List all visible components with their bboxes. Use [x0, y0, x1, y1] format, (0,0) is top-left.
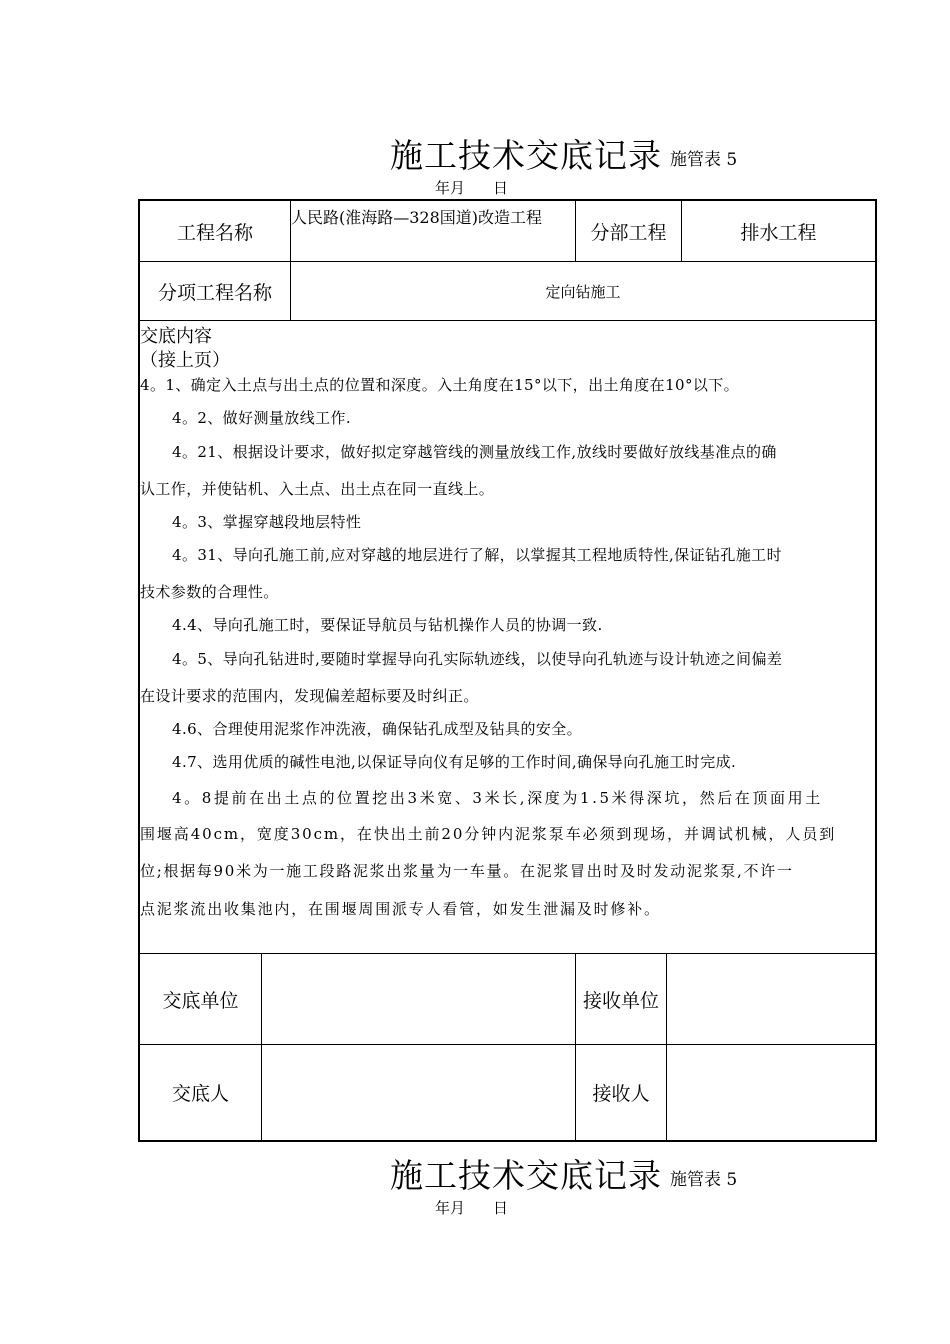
subitem-value: 定向钻施工 — [545, 282, 621, 301]
form-number: 施管表 5 — [670, 150, 738, 170]
content-paragraph: 4。21、根据设计要求，做好拟定穿越管线的测量放线工作,放线时要做好放线基准点的确 — [172, 443, 777, 461]
division-label: 分部工程 — [590, 221, 667, 244]
content-paragraph: 4.6、合理使用泥浆作冲洗液，确保钻孔成型及钻具的安全。 — [172, 720, 583, 738]
division-value: 排水工程 — [740, 221, 817, 244]
content-paragraph: 4。2、做好测量放线工作. — [172, 409, 352, 427]
content-paragraph: 围堰高40cm，宽度30cm，在快出土前20分钟内泥浆泵车必须到现场，并调试机械，人员到 — [140, 825, 837, 843]
content-paragraph: 认工作，并使钻机、入土点、出土点在同一直线上。 — [140, 480, 495, 498]
content-paragraph: 4。8提前在出土点的位置挖出3米宽、3米长,深度为1.5米得深坑，然后在顶面用土 — [172, 789, 823, 807]
continued-note: （接上页） — [140, 350, 230, 371]
handover-person-field[interactable] — [262, 1045, 575, 1140]
page-title: 施工技术交底记录 — [390, 136, 662, 175]
handover-person-label: 交底人 — [171, 1083, 229, 1105]
content-paragraph: 在设计要求的范围内，发现偏差超标要及时纠正。 — [140, 687, 479, 705]
date-month: 月 — [450, 179, 466, 197]
date-month: 月 — [450, 1199, 466, 1217]
date-year: 年 — [435, 179, 451, 197]
row-divider — [138, 320, 877, 321]
project-name-value: 人民路(淮海路—328国道)改造工程 — [291, 207, 543, 227]
receiving-person-label: 接收人 — [592, 1083, 650, 1105]
content-paragraph: 4.4、导向孔施工时，要保证导航员与钻机操作人员的协调一致. — [172, 616, 603, 634]
date-day: 日 — [493, 1199, 509, 1217]
content-paragraph: 位;根据每90米为一施工段路泥浆出浆量为一车量。在泥浆冒出时及时发动泥浆泵,不许一 — [140, 862, 794, 880]
content-paragraph: 4。3、掌握穿越段地层特性 — [172, 513, 362, 531]
date-year: 年 — [435, 1199, 451, 1217]
receiving-unit-label: 接收单位 — [582, 989, 659, 1012]
content-paragraph: 4。31、导向孔施工前,应对穿越的地层进行了解，以掌握其工程地质特性,保证钻孔施工时 — [172, 546, 782, 564]
handover-unit-field[interactable] — [262, 954, 575, 1044]
content-paragraph: 技术参数的合理性。 — [140, 583, 279, 601]
date-line — [435, 177, 508, 198]
page-title: 施工技术交底记录 — [390, 1156, 662, 1195]
receiving-unit-field[interactable] — [667, 954, 875, 1044]
form-number: 施管表 5 — [670, 1170, 738, 1190]
date-line — [435, 1197, 508, 1218]
date-day: 日 — [493, 179, 509, 197]
content-paragraph: 4。5、导向孔钻进时,要随时掌握导向孔实际轨迹线，以使导向孔轨迹与设计轨迹之间偏差 — [172, 650, 783, 668]
content-paragraph: 4.7、选用优质的碱性电池,以保证导向仪有足够的工作时间,确保导向孔施工时完成. — [172, 753, 737, 771]
receiving-person-field[interactable] — [667, 1045, 875, 1140]
content-paragraph: 4。1、确定入土点与出土点的位置和深度。入土角度在15°以下，出土角度在10°以下。 — [140, 376, 740, 394]
project-name-label: 工程名称 — [176, 221, 253, 244]
content-label: 交底内容 — [140, 326, 212, 347]
handover-unit-label: 交底单位 — [162, 989, 239, 1012]
content-paragraph: 点泥浆流出收集池内，在围堰周围派专人看管，如发生泄漏及时修补。 — [140, 900, 661, 918]
subitem-label: 分项工程名称 — [157, 281, 272, 304]
